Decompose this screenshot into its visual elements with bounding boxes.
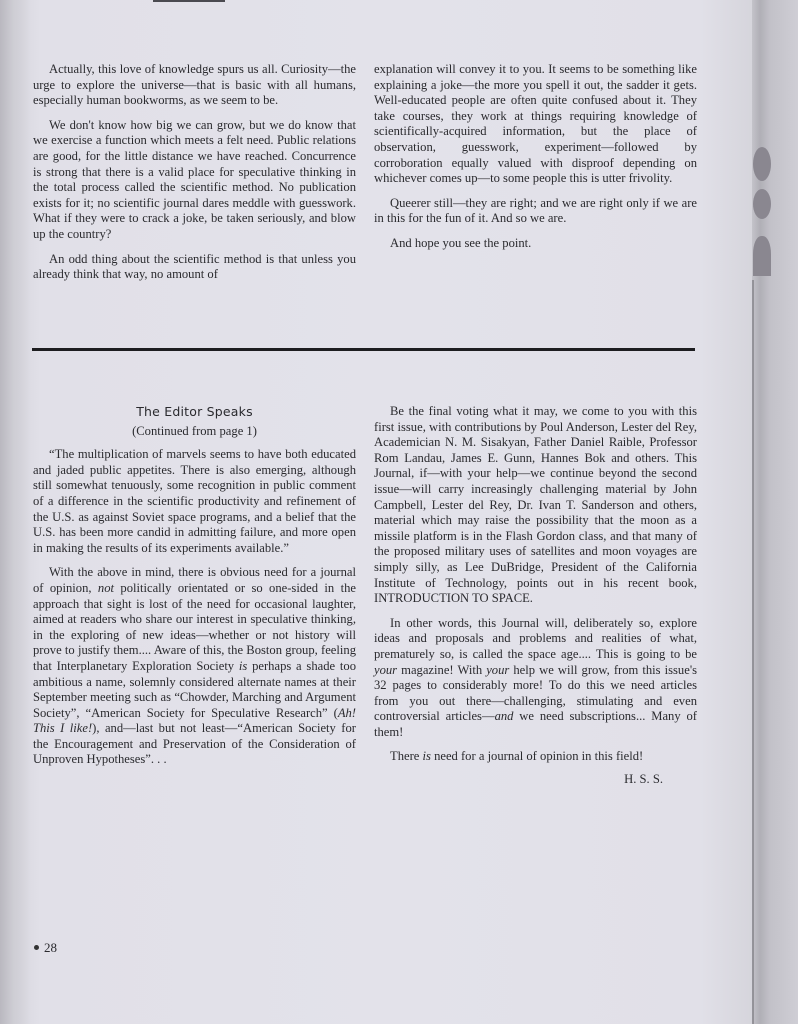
paragraph: Actually, this love of knowledge spurs us all. Curiosity—the urge to explore the universe—that is basic with all humans, especially human bookworms, as we seem to be. xyxy=(33,62,356,108)
text-run: help we will grow, from this issue's 32 pages to considerably more! To do this we need articles from you out there—challenging, stimulating and even controversial articles— xyxy=(374,662,697,724)
article-left-column xyxy=(33,404,356,777)
binding-staple-mark xyxy=(753,189,771,219)
text-run: magazine! With xyxy=(397,662,487,677)
article-title: The Editor Speaks xyxy=(136,404,253,419)
author-signature: H. S. S. xyxy=(624,772,663,787)
paragraph: “The multiplication of marvels seems to have both educated and jaded public appetites. There is also emerging, although still somewhat tenuously, some recognition in public comment of a difference in the scientific productivity and refinement of the U.S. as against Soviet space programs, and a belief that the U.S. has been more candid in admitting failure, and more open in making the results of its experiments available.” xyxy=(33,447,356,555)
emphasis: is xyxy=(422,749,431,764)
article-right-column xyxy=(374,404,697,788)
paragraph: And hope you see the point. xyxy=(390,235,532,250)
emphasis: is xyxy=(238,658,248,673)
page-number xyxy=(34,940,57,956)
top-rule-fragment xyxy=(153,0,225,2)
text-run: In other words, this Journal will, deliberately so, explore ideas and proposals and problems and realities of what, prematurely so, is called the space age.... This is going to be xyxy=(374,615,697,661)
emphasis: your xyxy=(486,662,510,677)
paragraph: Be the final voting what it may, we come to you with this first issue, with contributions by Poul Anderson, Lester del Rey, Academician N. M. Sisakyan, Father Daniel Raible, Professor Rom Landau, James E. Gunn, Hannes Bok and others. This Journal, if—with your help—we continue beyond the second issue—will carry increasingly challenging material by John Campbell, Lester del Rey, Dr. Ivan T. Sanderson and others, material which may raise the possibility that the moon as a missile platform is in the Flash Gordon class, and that many of the proposed military uses of satellites and moon voyages are simply silly, as Lee DuBridge, President of the California Institute of Technology, points out in his recent book, INTRODUCTION TO SPACE. xyxy=(374,404,697,606)
text-run: There xyxy=(390,749,423,764)
binding-staple-mark xyxy=(753,147,771,181)
article-subtitle: (Continued from page 1) xyxy=(132,423,257,438)
bullet-icon xyxy=(34,945,39,950)
paragraph: We don't know how big we can grow, but we do know that we exercise a function which meets a felt need. Public relations are good, for the little distance we have reached. Concurrence is strong that there is a valid place for speculative thinking in the total process called the scientific method. No publication exists for it; no scientific journal dares meddle with guesswork. What if they were to crack a joke, be taken seriously, and blow up the country? xyxy=(33,117,356,241)
emphasis: and xyxy=(494,709,514,724)
text-run: With the above in mind, there is obvious need for a journal of opinion, xyxy=(33,565,356,595)
page-number-text: 28 xyxy=(44,940,57,955)
paragraph: An odd thing about the scientific method is that unless you already think that way, no amount of xyxy=(33,251,356,282)
section-divider-rule xyxy=(32,348,695,351)
text-run: need for a journal of opinion in this field! xyxy=(430,749,644,764)
paragraph xyxy=(33,565,356,768)
page-gutter-shadow xyxy=(0,0,30,1024)
binding-edge-line xyxy=(752,280,754,1024)
text-run: ), and—last but not least—“American Society for the Encouragement and Preservation of the Consideration of Unproven Hypotheses”. . . xyxy=(33,721,356,767)
binding-staple-mark xyxy=(753,236,771,276)
paragraph xyxy=(374,616,697,741)
top-left-column xyxy=(33,62,356,292)
paragraph xyxy=(374,749,697,765)
paragraph: explanation will convey it to you. It seems to be something like explaining a joke—the more you spell it out, the sadder it gets. Well-educated people are often quite confused about it. They take courses, they work at things requiring knowledge of scientifically-acquired information, but the place of observation, guesswork, experiment—followed by corroboration equally valued with disproof depending on whichever comes up—to some people this is utter frivolity. xyxy=(374,62,697,186)
emphasis: not xyxy=(97,580,114,595)
text-run: we need subscriptions... Many of them! xyxy=(374,709,697,739)
top-right-column xyxy=(374,62,697,261)
text-run: politically orientated or so one-sided in the approach that sight is lost of the need for occasional laughter, aimed at readers who share our interest in speculative thinking, in the exploring of new ideas—whether or not history will prove to justify them.... Aware of this, the Boston group, feeling that Interplanetary Exploration Society xyxy=(33,580,356,673)
emphasis: Ah! This I like! xyxy=(33,705,356,736)
paragraph: Queerer still—they are right; and we are right only if we are in this for the fun of it. And so we are. xyxy=(374,195,697,226)
text-run: perhaps a shade too ambitious a name, solemnly considered alternate names at their September meeting such as “Chowder, Marching and Argument Society”, “American Society for Speculative Research” ( xyxy=(33,658,356,720)
emphasis: your xyxy=(374,662,398,677)
